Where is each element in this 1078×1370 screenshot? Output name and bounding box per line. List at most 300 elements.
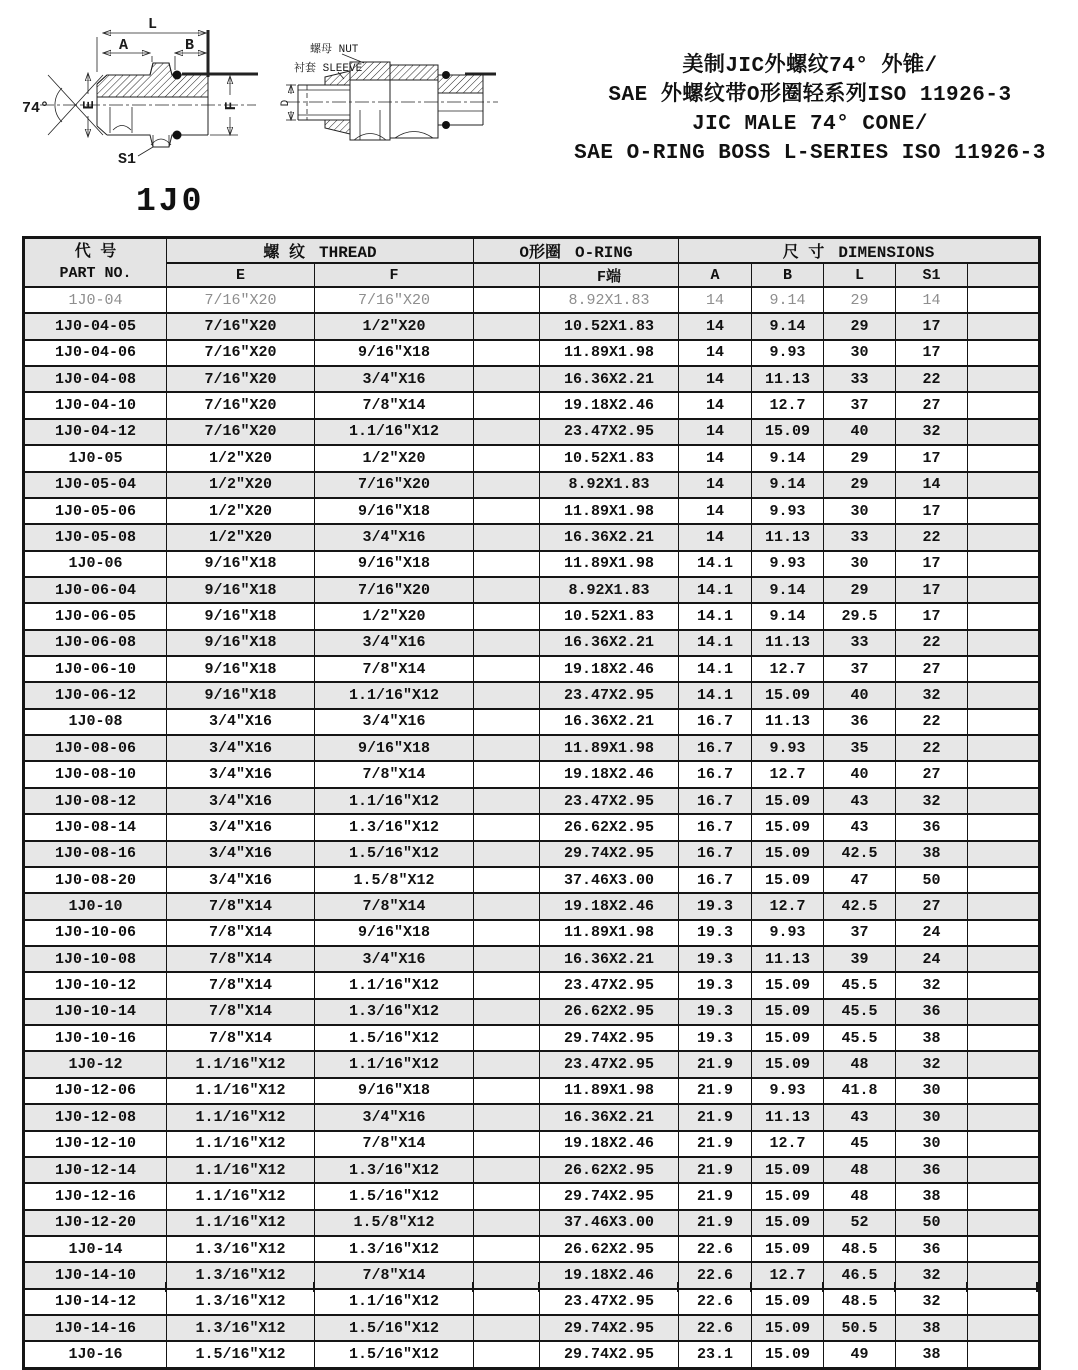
- table-cell: 17: [896, 340, 968, 366]
- table-cell: 9.93: [752, 498, 824, 524]
- table-cell: 14: [679, 340, 752, 366]
- table-row: [24, 524, 1040, 550]
- row-stub: [165, 1282, 167, 1292]
- sleeve-lower: [325, 120, 350, 134]
- table-cell: 1J0-06-05: [24, 603, 167, 629]
- table-cell: 1.1/16″X12: [167, 1210, 315, 1236]
- table-cell: 3/4″X16: [167, 867, 315, 893]
- table-cell: 24: [896, 946, 968, 972]
- table-cell: [968, 1157, 1040, 1183]
- table-cell: 11.13: [752, 366, 824, 392]
- table-cell: 16.36X2.21: [540, 1104, 679, 1130]
- table-cell: 14: [679, 498, 752, 524]
- table-cell: 14.1: [679, 682, 752, 708]
- table-cell: 27: [896, 392, 968, 418]
- table-cell: 7/16″X20: [315, 287, 474, 313]
- table-cell: 37.46X3.00: [540, 1210, 679, 1236]
- table-cell: 19.3: [679, 920, 752, 946]
- table-cell: 9.14: [752, 472, 824, 498]
- table-cell: 1J0-06-08: [24, 630, 167, 656]
- table-cell: [968, 419, 1040, 445]
- table-cell: 16.7: [679, 814, 752, 840]
- table-cell: 3/4″X16: [167, 788, 315, 814]
- table-cell: 1/2″X20: [315, 313, 474, 339]
- table-cell: 17: [896, 498, 968, 524]
- table-cell: 16.7: [679, 841, 752, 867]
- table-cell: 16.36X2.21: [540, 524, 679, 550]
- table-cell: [968, 972, 1040, 998]
- table-cell: 1J0-14-10: [24, 1262, 167, 1288]
- table-cell: [968, 577, 1040, 603]
- table-cell: 1.3/16″X12: [315, 814, 474, 840]
- table-row: [24, 472, 1040, 498]
- header-oring-group: O形圈 O-RING: [474, 238, 679, 264]
- table-cell: 3/4″X16: [315, 630, 474, 656]
- table-cell: 7/16″X20: [167, 366, 315, 392]
- table-cell: 1.1/16″X12: [167, 1131, 315, 1157]
- table-cell: 45.5: [824, 1025, 896, 1051]
- table-cell: [968, 603, 1040, 629]
- table-cell: [474, 419, 540, 445]
- table-cell: [474, 630, 540, 656]
- table-cell: 45.5: [824, 999, 896, 1025]
- table-cell: 42.5: [824, 893, 896, 919]
- table-cell: 9/16″X18: [167, 630, 315, 656]
- header-col-b: B: [752, 263, 824, 287]
- table-cell: 1J0-12-06: [24, 1078, 167, 1104]
- table-cell: [474, 814, 540, 840]
- table-cell: 9/16″X18: [167, 603, 315, 629]
- table-cell: 9.93: [752, 735, 824, 761]
- table-cell: 35: [824, 735, 896, 761]
- header-col-blank: [474, 263, 540, 287]
- table-cell: 23.47X2.95: [540, 1051, 679, 1077]
- table-cell: 48.5: [824, 1236, 896, 1262]
- table-cell: 7/8″X14: [167, 920, 315, 946]
- table-cell: 1J0-10-06: [24, 920, 167, 946]
- table-cell: 8.92X1.83: [540, 472, 679, 498]
- table-cell: 15.09: [752, 682, 824, 708]
- table-cell: 3/4″X16: [315, 1104, 474, 1130]
- table-cell: 3/4″X16: [167, 735, 315, 761]
- tube-outline: [298, 85, 350, 120]
- table-cell: [474, 682, 540, 708]
- table-cell: 1.1/16″X12: [315, 972, 474, 998]
- table-cell: 29.74X2.95: [540, 841, 679, 867]
- table-cell: 9/16″X18: [167, 577, 315, 603]
- table-cell: 17: [896, 577, 968, 603]
- table-cell: 15.09: [752, 1236, 824, 1262]
- table-cell: [968, 999, 1040, 1025]
- thread-end-outline: [438, 75, 483, 125]
- dim-label-f: F: [223, 101, 240, 111]
- table-cell: 17: [896, 603, 968, 629]
- table-cell: 16.36X2.21: [540, 946, 679, 972]
- table-cell: 14: [896, 472, 968, 498]
- table-cell: 7/8″X14: [167, 972, 315, 998]
- table-cell: 9.93: [752, 920, 824, 946]
- table-row: [24, 1157, 1040, 1183]
- table-row: [24, 814, 1040, 840]
- table-row: [24, 1262, 1040, 1288]
- table-cell: 1.1/16″X12: [315, 788, 474, 814]
- table-cell: 14: [679, 366, 752, 392]
- table-cell: 14.1: [679, 603, 752, 629]
- table-cell: 15.09: [752, 814, 824, 840]
- table-row: [24, 419, 1040, 445]
- table-cell: 23.47X2.95: [540, 419, 679, 445]
- table-cell: 21.9: [679, 1210, 752, 1236]
- dim-label-b: B: [185, 37, 195, 54]
- table-cell: 14: [679, 524, 752, 550]
- table-cell: [968, 867, 1040, 893]
- table-cell: 15.09: [752, 1210, 824, 1236]
- table-cell: 3/4″X16: [315, 709, 474, 735]
- table-cell: [474, 577, 540, 603]
- table-cell: 41.8: [824, 1078, 896, 1104]
- table-cell: 50: [896, 867, 968, 893]
- table-cell: 9/16″X18: [167, 682, 315, 708]
- table-cell: 22: [896, 524, 968, 550]
- row-stub: [313, 1282, 315, 1292]
- table-cell: 8.92X1.83: [540, 577, 679, 603]
- table-cell: 1J0-04-12: [24, 419, 167, 445]
- table-cell: 1J0-10-12: [24, 972, 167, 998]
- table-cell: 14: [679, 445, 752, 471]
- table-cell: 1J0-10-08: [24, 946, 167, 972]
- table-cell: 1J0-08-14: [24, 814, 167, 840]
- table-cell: [474, 287, 540, 313]
- table-cell: 21.9: [679, 1104, 752, 1130]
- dim-label-a: A: [119, 37, 129, 54]
- table-cell: [474, 972, 540, 998]
- table-cell: [968, 920, 1040, 946]
- table-cell: 43: [824, 814, 896, 840]
- dim-label-d: D: [280, 99, 292, 107]
- table-cell: [968, 735, 1040, 761]
- table-cell: [474, 1236, 540, 1262]
- table-cell: 7/8″X14: [167, 1025, 315, 1051]
- table-cell: 40: [824, 761, 896, 787]
- table-cell: 27: [896, 761, 968, 787]
- table-cell: [474, 603, 540, 629]
- table-cell: 16.36X2.21: [540, 366, 679, 392]
- table-cell: 1.5/16″X12: [315, 1025, 474, 1051]
- body-hex-outline: [390, 65, 438, 138]
- table-cell: 33: [824, 630, 896, 656]
- row-stub: [894, 1282, 896, 1292]
- table-cell: 22.6: [679, 1289, 752, 1315]
- table-cell: 29.5: [824, 603, 896, 629]
- header-col-e: E: [167, 263, 315, 287]
- table-cell: 1/2″X20: [315, 445, 474, 471]
- table-cell: [968, 445, 1040, 471]
- table-cell: 19.3: [679, 946, 752, 972]
- table-cell: [474, 788, 540, 814]
- table-cell: 3/4″X16: [167, 709, 315, 735]
- table-cell: [968, 630, 1040, 656]
- table-cell: 9.14: [752, 577, 824, 603]
- table-row: [24, 630, 1040, 656]
- table-cell: 1/2″X20: [167, 445, 315, 471]
- table-cell: 32: [896, 682, 968, 708]
- header-col-f: F: [315, 263, 474, 287]
- parts-table: [22, 236, 1041, 1370]
- parts-table-body: [24, 287, 1040, 1368]
- table-cell: 1J0-14-16: [24, 1315, 167, 1341]
- title-line-2: SAE 外螺纹带O形圈轻系列ISO 11926-3: [608, 84, 1012, 107]
- table-cell: [968, 682, 1040, 708]
- header-dimensions-group: 尺 寸 DIMENSIONS: [679, 238, 1040, 264]
- table-cell: 50: [896, 1210, 968, 1236]
- table-cell: [968, 340, 1040, 366]
- table-cell: 30: [896, 1104, 968, 1130]
- table-row: [24, 867, 1040, 893]
- sleeve-label: 衬套 SLEEVE: [294, 63, 363, 75]
- table-cell: 7/8″X14: [315, 392, 474, 418]
- table-cell: 39: [824, 946, 896, 972]
- table-row: [24, 709, 1040, 735]
- table-cell: [968, 1025, 1040, 1051]
- table-cell: 15.09: [752, 788, 824, 814]
- table-cell: 17: [896, 313, 968, 339]
- table-cell: 7/8″X14: [315, 1262, 474, 1288]
- table-cell: 22.6: [679, 1236, 752, 1262]
- table-cell: 45.5: [824, 972, 896, 998]
- table-cell: 1.3/16″X12: [315, 1236, 474, 1262]
- table-cell: 1.3/16″X12: [315, 999, 474, 1025]
- table-cell: 7/16″X20: [315, 577, 474, 603]
- table-cell: 26.62X2.95: [540, 999, 679, 1025]
- table-cell: 32: [896, 419, 968, 445]
- table-cell: 3/4″X16: [167, 814, 315, 840]
- table-row: [24, 761, 1040, 787]
- title-line-3: JIC MALE 74° CONE/: [692, 113, 928, 136]
- row-stub: [677, 1282, 679, 1292]
- table-cell: 15.09: [752, 999, 824, 1025]
- table-cell: 3/4″X16: [167, 761, 315, 787]
- table-cell: 15.09: [752, 1025, 824, 1051]
- header-part-no-cn: 代 号: [74, 242, 117, 261]
- table-row: [24, 1078, 1040, 1104]
- table-cell: 22.6: [679, 1262, 752, 1288]
- table-row: [24, 1051, 1040, 1077]
- table-cell: 38: [896, 1315, 968, 1341]
- table-cell: 47: [824, 867, 896, 893]
- table-cell: 1/2″X20: [315, 603, 474, 629]
- table-cell: 1J0-06: [24, 551, 167, 577]
- table-cell: [968, 1078, 1040, 1104]
- table-cell: 22: [896, 709, 968, 735]
- table-cell: [474, 313, 540, 339]
- table-cell: [968, 841, 1040, 867]
- table-cell: 36: [896, 1157, 968, 1183]
- table-cell: 1.1/16″X12: [315, 1051, 474, 1077]
- table-row: [24, 366, 1040, 392]
- table-cell: [474, 1210, 540, 1236]
- table-cell: 26.62X2.95: [540, 814, 679, 840]
- table-cell: [968, 366, 1040, 392]
- table-cell: [968, 1210, 1040, 1236]
- table-row: [24, 340, 1040, 366]
- table-cell: 11.13: [752, 1104, 824, 1130]
- table-row: [24, 445, 1040, 471]
- table-cell: 1/2″X20: [167, 498, 315, 524]
- table-cell: 48.5: [824, 1289, 896, 1315]
- table-header-groups-row: [24, 238, 1040, 264]
- row-stub: [822, 1282, 824, 1292]
- table-cell: 1J0-05: [24, 445, 167, 471]
- table-cell: 29: [824, 445, 896, 471]
- table-cell: 29: [824, 287, 896, 313]
- table-cell: 29: [824, 577, 896, 603]
- table-cell: 1.5/8″X12: [315, 867, 474, 893]
- table-cell: 9.93: [752, 551, 824, 577]
- table-row: [24, 1131, 1040, 1157]
- header-col-s1: S1: [896, 263, 968, 287]
- table-cell: 1J0-16: [24, 1341, 167, 1368]
- table-cell: 7/8″X14: [315, 761, 474, 787]
- table-cell: 16.36X2.21: [540, 709, 679, 735]
- table-cell: [474, 1315, 540, 1341]
- table-cell: 1J0-08-06: [24, 735, 167, 761]
- table-cell: [474, 1183, 540, 1209]
- table-cell: 29.74X2.95: [540, 1025, 679, 1051]
- table-cell: 27: [896, 656, 968, 682]
- table-cell: 9/16″X18: [315, 1078, 474, 1104]
- title-line-1: 美制JIC外螺纹74° 外锥/: [682, 55, 938, 78]
- table-cell: 7/8″X14: [315, 1131, 474, 1157]
- table-row: [24, 577, 1040, 603]
- table-cell: 32: [896, 972, 968, 998]
- table-cell: [968, 709, 1040, 735]
- table-cell: 1J0-10-16: [24, 1025, 167, 1051]
- table-cell: [968, 1051, 1040, 1077]
- table-cell: 14: [679, 313, 752, 339]
- table-cell: [474, 1078, 540, 1104]
- table-cell: 32: [896, 788, 968, 814]
- table-cell: 16.7: [679, 761, 752, 787]
- table-cell: 7/8″X14: [167, 946, 315, 972]
- table-row: [24, 1104, 1040, 1130]
- table-cell: 1J0-04-06: [24, 340, 167, 366]
- table-cell: 30: [824, 498, 896, 524]
- table-cell: 19.18X2.46: [540, 1262, 679, 1288]
- fitting-assembly-drawing: [280, 0, 505, 190]
- table-cell: 9.93: [752, 1078, 824, 1104]
- table-cell: 1.1/16″X12: [167, 1051, 315, 1077]
- table-row: [24, 788, 1040, 814]
- table-cell: 50.5: [824, 1315, 896, 1341]
- table-cell: 23.47X2.95: [540, 682, 679, 708]
- table-cell: 1J0-04-10: [24, 392, 167, 418]
- title-block: [545, 52, 1075, 168]
- table-cell: 15.09: [752, 972, 824, 998]
- table-cell: 1.1/16″X12: [315, 1289, 474, 1315]
- row-stub: [472, 1282, 474, 1292]
- table-row: [24, 1025, 1040, 1051]
- table-cell: [474, 445, 540, 471]
- table-cell: 1J0-12-14: [24, 1157, 167, 1183]
- table-cell: 16.7: [679, 788, 752, 814]
- table-cell: 1.3/16″X12: [167, 1262, 315, 1288]
- table-cell: 9/16″X18: [315, 551, 474, 577]
- table-cell: 1J0-05-04: [24, 472, 167, 498]
- table-cell: 23.1: [679, 1341, 752, 1368]
- table-cell: 26.62X2.95: [540, 1157, 679, 1183]
- table-cell: 30: [896, 1078, 968, 1104]
- table-cell: 48: [824, 1157, 896, 1183]
- table-cell: [474, 867, 540, 893]
- dim-label-e: E: [81, 100, 98, 110]
- row-stub: [966, 1282, 968, 1292]
- table-cell: 23.47X2.95: [540, 788, 679, 814]
- table-cell: 1J0-05-06: [24, 498, 167, 524]
- table-cell: [474, 709, 540, 735]
- table-cell: 42.5: [824, 841, 896, 867]
- table-cell: 38: [896, 1341, 968, 1368]
- table-cell: 36: [896, 1236, 968, 1262]
- table-cell: 32: [896, 1262, 968, 1288]
- table-cell: [474, 1262, 540, 1288]
- row-stub: [1036, 1282, 1038, 1292]
- table-cell: 1J0-12-08: [24, 1104, 167, 1130]
- table-cell: 32: [896, 1289, 968, 1315]
- table-cell: 1/2″X20: [167, 472, 315, 498]
- table-cell: [968, 788, 1040, 814]
- table-cell: 7/8″X14: [167, 999, 315, 1025]
- fitting-section-drawing: [0, 0, 270, 225]
- table-cell: 7/16″X20: [315, 472, 474, 498]
- table-cell: 11.13: [752, 709, 824, 735]
- table-cell: 19.18X2.46: [540, 893, 679, 919]
- table-cell: 14.1: [679, 630, 752, 656]
- table-cell: 40: [824, 419, 896, 445]
- table-header-columns-row: [24, 263, 1040, 287]
- table-cell: [474, 472, 540, 498]
- table-cell: 12.7: [752, 893, 824, 919]
- table-cell: 7/8″X14: [315, 656, 474, 682]
- table-cell: 14: [679, 392, 752, 418]
- table-cell: 1.5/16″X12: [167, 1341, 315, 1368]
- table-row: [24, 603, 1040, 629]
- table-cell: 17: [896, 445, 968, 471]
- table-cell: 23.47X2.95: [540, 972, 679, 998]
- table-cell: 19.3: [679, 1025, 752, 1051]
- table-cell: 16.7: [679, 709, 752, 735]
- table-cell: 37.46X3.00: [540, 867, 679, 893]
- header-col-l: L: [824, 263, 896, 287]
- table-cell: [968, 1104, 1040, 1130]
- table-cell: 10.52X1.83: [540, 603, 679, 629]
- table-cell: 7/8″X14: [315, 893, 474, 919]
- table-cell: 15.09: [752, 1157, 824, 1183]
- table-cell: [474, 920, 540, 946]
- table-cell: [474, 340, 540, 366]
- table-cell: [474, 841, 540, 867]
- table-cell: 1J0-10: [24, 893, 167, 919]
- dim-label-s1: S1: [118, 151, 137, 168]
- series-code: 1J0: [136, 183, 205, 220]
- table-cell: 19.18X2.46: [540, 761, 679, 787]
- table-cell: 1J0-12-16: [24, 1183, 167, 1209]
- table-cell: 14: [679, 472, 752, 498]
- table-cell: 15.09: [752, 841, 824, 867]
- table-cell: 19.3: [679, 972, 752, 998]
- table-cell: 30: [896, 1131, 968, 1157]
- table-cell: 11.89X1.98: [540, 1078, 679, 1104]
- table-cell: [474, 946, 540, 972]
